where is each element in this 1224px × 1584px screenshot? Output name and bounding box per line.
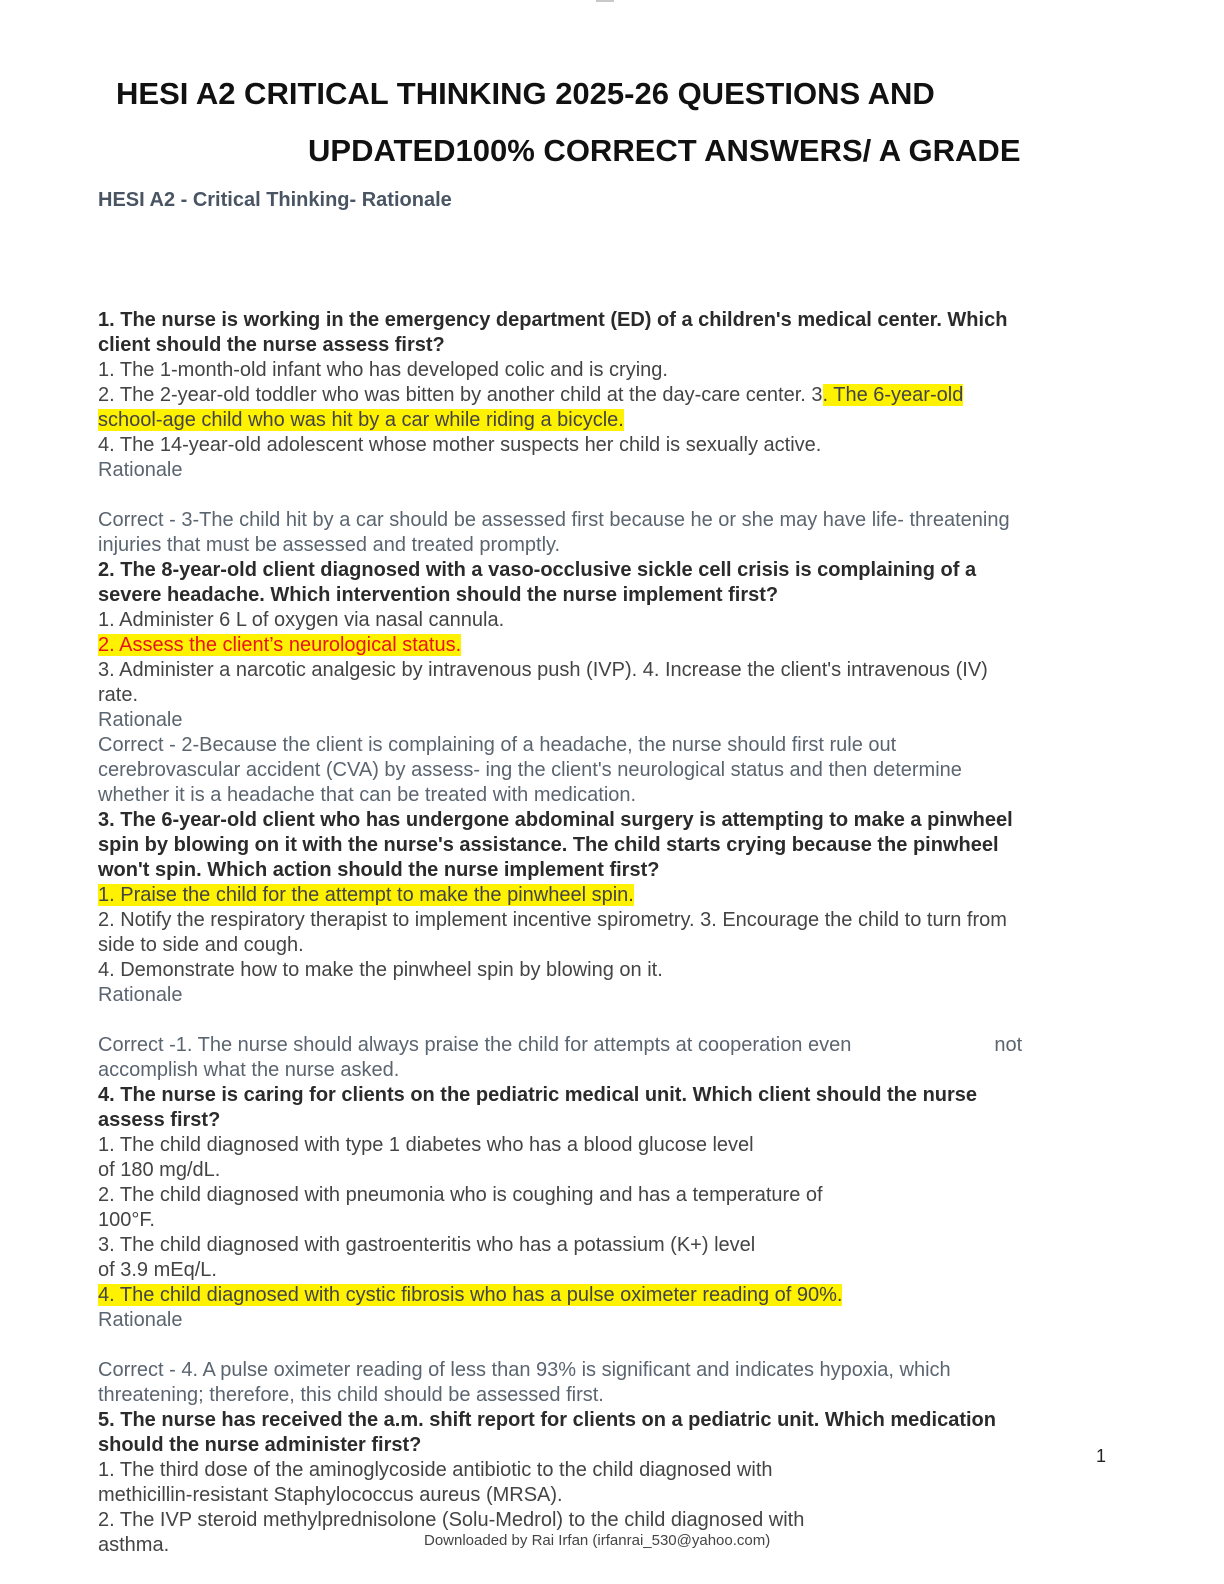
document-title-line-1: HESI A2 CRITICAL THINKING 2025-26 QUESTIONS AND — [116, 76, 935, 111]
answer-option: 1. The third dose of the aminoglycoside antibiotic to the child diagnosed with — [98, 1459, 773, 1481]
question-stem: 5. The nurse has received the a.m. shift report for clients on a pediatric unit. Which medication — [98, 1409, 996, 1431]
answer-option — [98, 883, 1098, 908]
answer-option: side to side and cough. — [98, 934, 304, 956]
answer-option: 2. The IVP steroid methylprednisolone (Solu-Medrol) to the child diagnosed with — [98, 1509, 805, 1531]
answer-option-text: 2. The 2-year-old toddler who was bitten by another child at the day-care center. 3 — [98, 384, 823, 406]
rationale-text: accomplish what the nurse asked. — [98, 1059, 400, 1081]
question-4 — [98, 1083, 1098, 1408]
download-footer: Downloaded by Rai Irfan (irfanrai_530@yahoo.com) — [424, 1532, 771, 1549]
answer-option: 1. The child diagnosed with type 1 diabetes who has a blood glucose level — [98, 1134, 754, 1156]
answer-option: 1. Administer 6 L of oxygen via nasal cannula. — [98, 609, 505, 631]
highlighted-answer: school-age child who was hit by a car while riding a bicycle. — [98, 409, 624, 431]
question-stem: should the nurse administer first? — [98, 1434, 422, 1456]
answer-option: 100°F. — [98, 1209, 155, 1231]
rationale-text: Correct - 2-Because the client is complaining of a headache, the nurse should first rule out — [98, 734, 897, 756]
question-stem: 4. The nurse is caring for clients on the pediatric medical unit. Which client should the nurse — [98, 1084, 978, 1106]
answer-option: 3. Administer a narcotic analgesic by intravenous push (IVP). 4. Increase the client's intravenous (IV) — [98, 659, 988, 681]
rationale-text: cerebrovascular accident (CVA) by assess- ing the client's neurological status and then determine — [98, 759, 962, 781]
question-1 — [98, 308, 1098, 558]
answer-option: 3. The child diagnosed with gastroenteritis who has a potassium (K+) level — [98, 1234, 756, 1256]
rationale-text: Correct - 4. A pulse oximeter reading of less than 93% is significant and indicates hypoxia, which — [98, 1359, 951, 1381]
spacer — [98, 1008, 1098, 1033]
question-stem: won't spin. Which action should the nurse implement first? — [98, 859, 660, 881]
question-stem: assess first? — [98, 1109, 221, 1131]
question-3 — [98, 808, 1098, 1083]
rationale-text: injuries that must be assessed and treated promptly. — [98, 534, 561, 556]
rationale-text: threatening; therefore, this child should be assessed first. — [98, 1384, 604, 1406]
rationale-text — [98, 1033, 1098, 1058]
rationale-text: Correct - 3-The child hit by a car should be assessed first because he or she may have life- threatening — [98, 509, 1010, 531]
answer-option — [98, 408, 1098, 433]
question-stem: client should the nurse assess first? — [98, 334, 445, 356]
rationale-label: Rationale — [98, 1309, 183, 1331]
document-subtitle: HESI A2 - Critical Thinking- Rationale — [98, 189, 452, 211]
answer-option: 4. The 14-year-old adolescent whose mother suspects her child is sexually active. — [98, 434, 822, 456]
rationale-label: Rationale — [98, 459, 183, 481]
question-2 — [98, 558, 1098, 808]
answer-option: of 180 mg/dL. — [98, 1159, 221, 1181]
rationale-label: Rationale — [98, 984, 183, 1006]
top-rule — [596, 0, 614, 2]
highlighted-answer: 1. Praise the child for the attempt to make the pinwheel spin. — [98, 884, 634, 906]
answer-option: of 3.9 mEq/L. — [98, 1259, 217, 1281]
answer-option: rate. — [98, 684, 139, 706]
answer-option: methicillin-resistant Staphylococcus aureus (MRSA). — [98, 1484, 563, 1506]
answer-option — [98, 633, 1098, 658]
rationale-text-part: not — [994, 1034, 1023, 1056]
question-stem: 3. The 6-year-old client who has undergone abdominal surgery is attempting to make a pinwheel — [98, 809, 1013, 831]
question-stem: 1. The nurse is working in the emergency department (ED) of a children's medical center. Which — [98, 309, 1008, 331]
rationale-label: Rationale — [98, 709, 183, 731]
highlighted-answer: 4. The child diagnosed with cystic fibrosis who has a pulse oximeter reading of 90%. — [98, 1284, 843, 1306]
highlighted-answer: 2. Assess the client’s neurological status. — [98, 634, 462, 656]
answer-option: 2. The child diagnosed with pneumonia who is coughing and has a temperature of — [98, 1184, 823, 1206]
question-stem: 2. The 8-year-old client diagnosed with a vaso-occlusive sickle cell crisis is complaining of a — [98, 559, 977, 581]
answer-option — [98, 383, 1098, 408]
questions-content — [98, 308, 1098, 1558]
answer-option: 4. Demonstrate how to make the pinwheel spin by blowing on it. — [98, 959, 663, 981]
spacer — [98, 483, 1098, 508]
question-stem: spin by blowing on it with the nurse's assistance. The child starts crying because the pinwheel — [98, 834, 999, 856]
spacer — [98, 1333, 1098, 1358]
question-stem: severe headache. Which intervention should the nurse implement first? — [98, 584, 779, 606]
answer-option: 1. The 1-month-old infant who has developed colic and is crying. — [98, 359, 668, 381]
document-title-line-2: UPDATED100% CORRECT ANSWERS/ A GRADE — [308, 133, 1021, 168]
answer-option: 2. Notify the respiratory therapist to implement incentive spirometry. 3. Encourage the child to turn from — [98, 909, 1007, 931]
rationale-text: whether it is a headache that can be treated with medication. — [98, 784, 637, 806]
answer-option: asthma. — [98, 1534, 170, 1556]
rationale-text-part: Correct -1. The nurse should always praise the child for attempts at cooperation even — [98, 1034, 852, 1056]
page-number: 1 — [1096, 1446, 1107, 1466]
highlighted-answer: . The 6-year-old — [822, 384, 964, 406]
answer-option — [98, 1283, 1098, 1308]
